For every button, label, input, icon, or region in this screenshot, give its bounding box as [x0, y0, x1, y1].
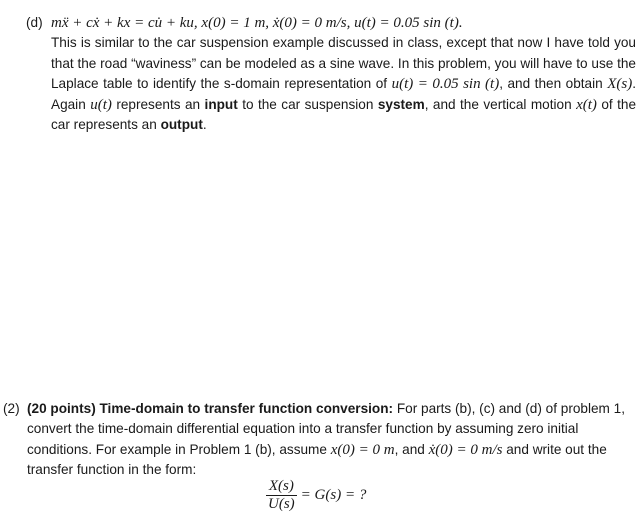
input-keyword: input — [204, 96, 238, 112]
problem-text-1: For parts (b), (c) and (d) of problem 1, convert the time-domain differential equation into a transfer function by assuming zero initial conditions. For example in Problem 1 (b), assume — [27, 401, 625, 457]
desc-text-3: . Again — [51, 76, 636, 112]
problem-text-2: , and — [394, 441, 425, 457]
transfer-function-fraction — [266, 478, 297, 513]
input-function-expr: u(t) = 0.05 sin (t) — [391, 76, 500, 93]
tf-equals-g: = G(s) = ? — [300, 487, 367, 504]
desc-text-8: . — [202, 117, 207, 133]
differential-equation: mẍ + cẋ + kx = cu̇ + ku, x(0) = 1 m, ẋ(0) = 0 m/s, u(t) = 0.05 sin (t). — [51, 15, 463, 31]
desc-text-1: This is similar to the car suspension example discussed in class, except that now I have told you that the road “waviness” can be modeled as a sine wave. In this problem, you will have to use the Laplace table to identify the s-domain representation of — [51, 35, 636, 92]
problem-2-text — [27, 399, 631, 481]
desc-text-5: to the car suspension — [242, 96, 374, 112]
output-symbol: x(t) — [576, 96, 597, 113]
transfer-function-equation — [266, 478, 366, 513]
problem-2-header — [3, 399, 635, 481]
problem-2-section — [3, 399, 635, 481]
desc-text-4: represents an — [116, 96, 201, 112]
initial-velocity-expr: ẋ(0) = 0 m/s — [428, 441, 503, 458]
tf-denominator: U(s) — [268, 496, 295, 512]
system-keyword: system — [377, 96, 425, 112]
tf-numerator: X(s) — [268, 478, 294, 494]
problem-label: (2) — [3, 401, 20, 416]
desc-text-2: , and then obtain — [499, 76, 603, 92]
desc-text-7: of the car represents an — [51, 96, 637, 133]
problem-text-3: and write out the transfer function in the form: — [27, 441, 607, 478]
problem-title: (20 points) Time-domain to transfer function conversion: — [27, 401, 394, 416]
part-label: (d) — [26, 15, 43, 30]
input-symbol: u(t) — [90, 96, 112, 113]
initial-position-expr: x(0) = 0 m — [330, 441, 395, 458]
laplace-output-expr: X(s) — [607, 76, 633, 93]
part-d-section — [26, 13, 636, 135]
part-d-description — [51, 33, 636, 135]
output-keyword: output — [160, 117, 203, 133]
desc-text-6: , and the vertical motion — [424, 96, 572, 112]
part-d-header — [26, 13, 636, 33]
